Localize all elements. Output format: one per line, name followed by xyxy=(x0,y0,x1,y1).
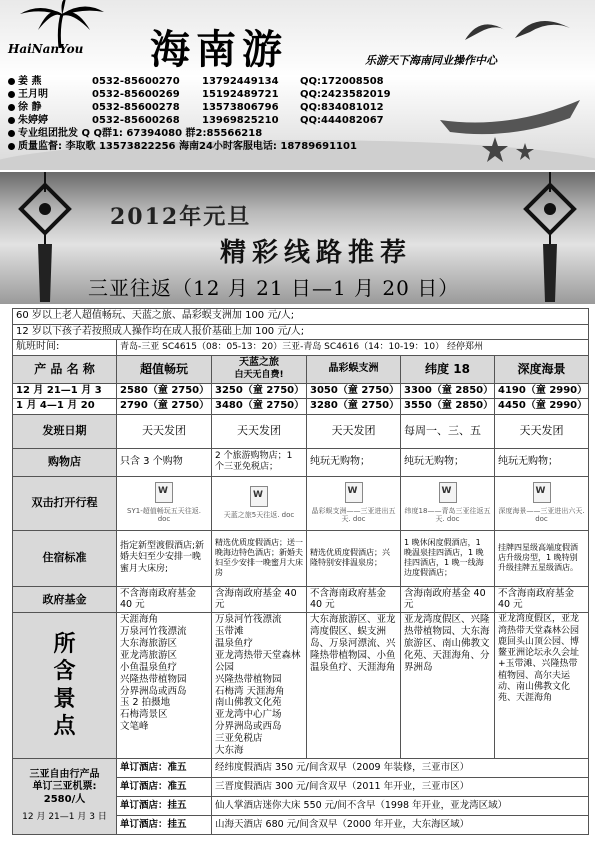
price-cell: 3300（童 2850） xyxy=(401,383,495,399)
free-travel-label: 三亚自由行产品 xyxy=(29,768,100,780)
group-line: 专业组团批发 Q Q群1: 67394080 群2:85566218 xyxy=(8,124,262,139)
departure-cell: 天天发团 xyxy=(307,414,401,448)
contact-row: 朱婷婷 0532-85600268 13969825210 QQ:444082067 xyxy=(8,111,384,126)
flight-info: 青岛-三亚 SC4615（08：05-13：20）三亚-青岛 SC4616（14：10-19：10） 经停郑州 xyxy=(117,340,589,356)
free-row-text: 山海天酒店 680 元/间含双早（2000 年开业，大东海区域） xyxy=(212,815,589,834)
itinerary-doc-link[interactable]: W SY1-超值畅玩五天往返. doc xyxy=(117,476,212,530)
price-cell: 3050（童 2750） xyxy=(307,383,401,399)
itinerary-doc-link[interactable]: W 纬度18——青岛三亚往返五天. doc xyxy=(401,476,495,530)
free-row-text: 仙人掌酒店迷你大床 550 元/间不含早（1998 年开业，亚龙湾区域） xyxy=(212,796,589,815)
chinese-knot-icon xyxy=(10,172,80,304)
product-subtitle: 白天无自费! xyxy=(234,369,284,380)
hotel-cell: 挂牌四星级高端度假酒店升级房型，1 晚特别升级挂牌五星级酒店。 xyxy=(495,530,589,586)
price-cell: 2790（童 2750） xyxy=(117,399,212,415)
shopping-cell: 纯玩无购物； xyxy=(495,448,589,476)
sights-cell: 亚龙湾度假区、兴隆热带植物园、大东海旅游区、南山佛教文化苑、天涯海角、分界洲岛 xyxy=(401,613,495,759)
word-doc-icon: W xyxy=(345,482,363,503)
flight-only-period: 12 月 21—1 月 3 日 xyxy=(22,812,107,823)
word-doc-icon: W xyxy=(439,482,457,503)
shopping-cell: 纯玩无购物； xyxy=(307,448,401,476)
fund-cell: 含海南政府基金 40 元 xyxy=(212,586,307,613)
note-line: 60 岁以上老人超值畅玩、天蓝之旅、晶彩蜈支洲加 100 元/人; xyxy=(13,309,589,325)
price-cell: 2580（童 2750） xyxy=(117,383,212,399)
free-row-label: 单订酒店：挂五 xyxy=(117,796,212,815)
sights-cell: 亚龙湾度假区，亚龙湾热带天堂森林公园 鹿回头山顶公园、博鳌亚洲论坛永久会址+玉带滩、兴隆热带植物园、高尔夫运动、南山佛教文化苑、天涯海角 xyxy=(495,613,589,759)
free-row-text: 三晋度假酒店 300 元/间含双早（2011 年开业，三亚市区） xyxy=(212,777,589,796)
fund-label: 政府基金 xyxy=(13,586,117,613)
banner-year: 2012年元旦 xyxy=(110,204,252,230)
itinerary-label: 双击打开行程 xyxy=(13,476,117,530)
departure-cell: 天天发团 xyxy=(117,414,212,448)
brand-title: 海南游 xyxy=(150,26,288,73)
fund-cell: 含海南政府基金 40 元 xyxy=(401,586,495,613)
shopping-label: 购物店 xyxy=(13,448,117,476)
sights-cell: 大东海旅游区、亚龙湾度假区、蜈支洲岛、万泉河漂流、兴隆热带植物园、小鱼温泉鱼疗、天涯海角 xyxy=(307,613,401,759)
sights-cell: 天涯海角 万泉河竹筏漂流 大东海旅游区 亚龙湾旅游区 小鱼温泉鱼疗 兴隆热带植物园 分界洲岛或西岛 玉 2 拍摄地 石梅湾景区 文笔峰 xyxy=(117,613,212,759)
free-row-label: 单订酒店：挂五 xyxy=(117,815,212,834)
product-name: 深度海景 xyxy=(495,355,589,383)
slogan: 乐游天下海南同业操作中心 xyxy=(365,54,497,67)
shopping-cell: 只含 3 个购物 xyxy=(117,448,212,476)
departure-cell: 天天发团 xyxy=(495,414,589,448)
product-name: 天蓝之旅 白天无自费! xyxy=(212,355,307,383)
shopping-cell: 2 个旅游购物店；1 个三亚免税店； xyxy=(212,448,307,476)
hotel-cell: 精选优质度假酒店；兴隆特别安排温泉房； xyxy=(307,530,401,586)
starfish-icon xyxy=(480,135,540,165)
shopping-cell: 纯玩无购物； xyxy=(401,448,495,476)
word-doc-icon: W xyxy=(155,482,173,503)
price-cell: 3250（童 2750） xyxy=(212,383,307,399)
quality-line: 质量监督: 李取歌 13573822256 海南24小时客服电话: 18789691101 xyxy=(8,137,357,152)
contact-row: 姜 燕 0532-85600270 13792449134 QQ:172008508 xyxy=(8,72,384,87)
sights-label: 所含景点 xyxy=(13,613,117,759)
price-cell: 4450（童 2990） xyxy=(495,399,589,415)
departure-cell: 天天发团 xyxy=(212,414,307,448)
product-name: 晶彩蜈支洲 xyxy=(307,355,401,383)
fund-cell: 不含海南政府基金 40 元 xyxy=(117,586,212,613)
fund-cell: 不含海南政府基金 40 元 xyxy=(495,586,589,613)
hotel-cell: 1 晚休闲度假酒店，1 晚温泉挂四酒店，1 晚挂四酒店，1 晚一线海边度假酒店； xyxy=(401,530,495,586)
departure-cell: 每周一、三、五 xyxy=(401,414,495,448)
price-cell: 3550（童 2850） xyxy=(401,399,495,415)
hotel-label: 住宿标准 xyxy=(13,530,117,586)
flight-only-price: 2580/人 xyxy=(43,793,86,805)
boat-icon xyxy=(420,70,590,140)
free-row-text: 经纬度假酒店 350 元/间含双早（2009 年装修，三亚市区） xyxy=(212,758,589,777)
hotel-cell: 指定新型渡假酒店;新婚夫妇至少安排一晚蜜月大床房; xyxy=(117,530,212,586)
price-period: 12 月 21—1 月 3 xyxy=(13,383,117,399)
price-cell: 3480（童 2750） xyxy=(212,399,307,415)
free-row-label: 单订酒店：准五 xyxy=(117,777,212,796)
hotel-cell: 精选优质度假酒店；送一晚海边特色酒店；新婚夫妇至少安排一晚蜜月大床房 xyxy=(212,530,307,586)
product-label: 产 品 名 称 xyxy=(13,355,117,383)
contact-row: 徐 静 0532-85600278 13573806796 QQ:834081012 xyxy=(8,98,384,113)
fund-cell: 不含海南政府基金 40 元 xyxy=(307,586,401,613)
banner-title: 精彩线路推荐 xyxy=(220,238,413,268)
logo-text: HaiNanYou xyxy=(8,42,84,56)
chinese-knot-icon xyxy=(515,172,585,304)
contact-row: 王月明 0532-85600269 15192489721 QQ:2423582019 xyxy=(8,85,391,100)
price-cell: 3280（童 2750） xyxy=(307,399,401,415)
word-doc-icon: W xyxy=(533,482,551,503)
itinerary-doc-link[interactable]: W 天蓝之旅5天往返. doc xyxy=(212,476,307,530)
product-table xyxy=(12,308,589,835)
product-name: 超值畅玩 xyxy=(117,355,212,383)
sights-cell: 万泉河竹筏漂流 玉带滩 温泉鱼疗 亚龙湾热带天堂森林公园 兴隆热带植物园 石梅湾 天涯海角 南山佛教文化苑 亚龙湾中心广场 分界洲岛或西岛 三亚免税店 大东海 xyxy=(212,613,307,759)
note-line: 12 岁以下孩子若按照成人操作均在成人报价基础上加 100 元/人; xyxy=(13,324,589,340)
product-name: 纬度 18 xyxy=(401,355,495,383)
free-row-label: 单订酒店：准五 xyxy=(117,758,212,777)
itinerary-doc-link[interactable]: W 深度海景——三亚进出六天. doc xyxy=(495,476,589,530)
free-travel-box xyxy=(13,758,117,834)
route-title: 三亚往返（12 月 21 日—1 月 20 日） xyxy=(88,276,460,300)
flight-label: 航班时间: xyxy=(13,340,117,356)
price-cell: 4190（童 2990） xyxy=(495,383,589,399)
word-doc-icon: W xyxy=(250,486,268,507)
departure-label: 发班日期 xyxy=(13,414,117,448)
flight-only-label: 单订三亚机票: xyxy=(32,781,97,793)
itinerary-doc-link[interactable]: W 晶彩蜈支洲——三亚进出五天. doc xyxy=(307,476,401,530)
dolphins-icon xyxy=(460,10,590,50)
price-period: 1 月 4—1 月 20 xyxy=(13,399,117,415)
palm-tree-icon xyxy=(10,0,110,48)
